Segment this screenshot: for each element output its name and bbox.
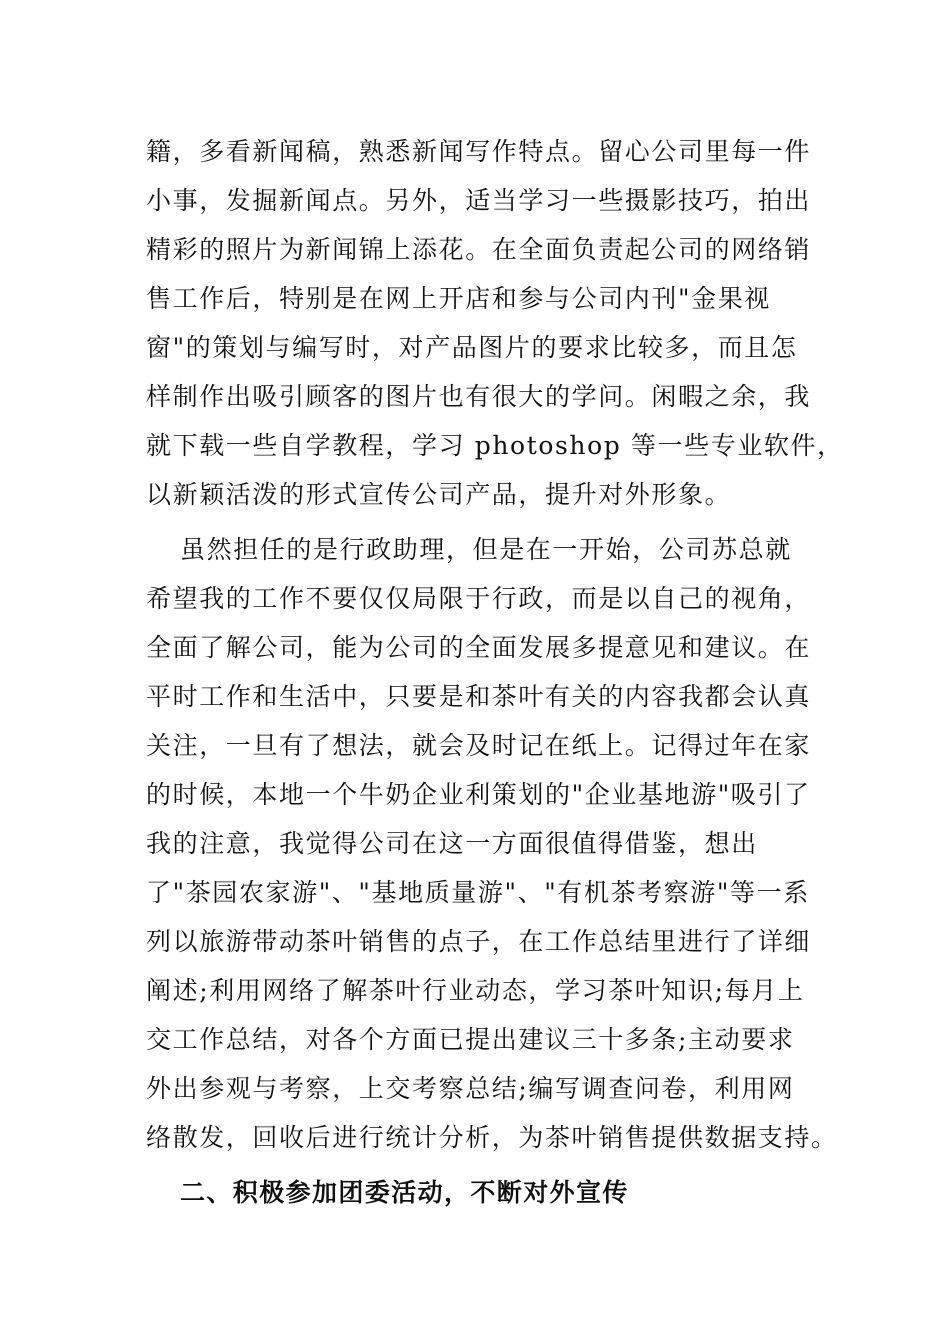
text-line: 精彩的照片为新闻锦上添花。在全面负责起公司的网络销 — [146, 235, 812, 264]
text-line: 以新颖活泼的形式宣传公司产品，提升对外形象。 — [146, 480, 732, 509]
text-line: 全面了解公司，能为公司的全面发展多提意见和建议。在 — [146, 633, 812, 662]
text-line: 的时候，本地一个牛奶企业利策划的"企业基地游"吸引了 — [146, 780, 811, 809]
text-line: 售工作后，特别是在网上开店和参与公司内刊"金果视 — [146, 284, 771, 313]
text-line: 就下载一些自学教程，学习 photoshop 等一些专业软件， — [146, 431, 844, 460]
text-line: 交工作总结，对各个方面已提出建议三十多条;主动要求 — [146, 1025, 795, 1054]
text-line: 我的注意，我觉得公司在这一方面很值得借鉴，想出 — [146, 829, 758, 858]
text-line: 外出参观与考察，上交考察总结;编写调查问卷，利用网 — [146, 1074, 795, 1103]
text-line: 阐述;利用网络了解茶叶行业动态，学习茶叶知识;每月上 — [146, 976, 805, 1005]
text-line: 样制作出吸引顾客的图片也有很大的学问。闲暇之余，我 — [146, 382, 812, 411]
text-line: 关注，一旦有了想法，就会及时记在纸上。记得过年在家 — [146, 731, 812, 760]
text-line: 平时工作和生活中，只要是和茶叶有关的内容我都会认真 — [146, 682, 812, 711]
text-line: 籍，多看新闻稿，熟悉新闻写作特点。留心公司里每一件 — [146, 137, 812, 166]
text-line: 虽然担任的是行政助理，但是在一开始，公司苏总就 — [180, 535, 792, 564]
text-line: 列以旅游带动茶叶销售的点子，在工作总结里进行了详细 — [146, 927, 812, 956]
text-line: 络散发，回收后进行统计分析，为茶叶销售提供数据支持。 — [146, 1123, 838, 1152]
text-line: 希望我的工作不要仅仅局限于行政，而是以自己的视角， — [146, 584, 812, 613]
text-line: 窗"的策划与编写时，对产品图片的要求比较多，而且怎 — [146, 333, 798, 362]
text-line: 小事，发掘新闻点。另外，适当学习一些摄影技巧，拍出 — [146, 186, 812, 215]
section-heading: 二、积极参加团委活动，不断对外宣传 — [180, 1178, 629, 1207]
text-line: 了"茶园农家游"、"基地质量游"、"有机茶考察游"等一系 — [146, 878, 810, 907]
